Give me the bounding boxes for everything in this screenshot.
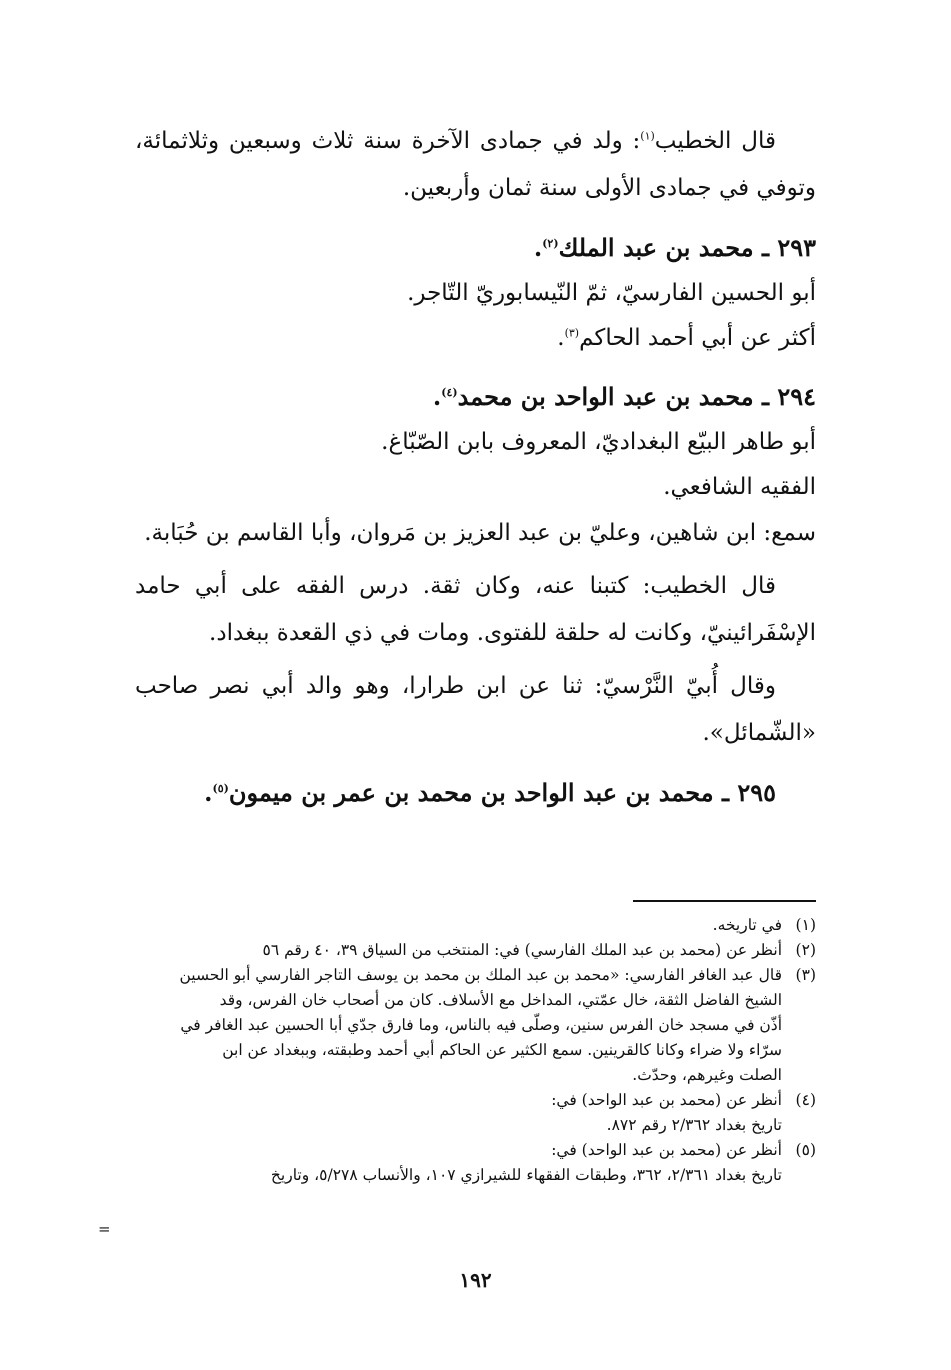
entry-293 — [135, 224, 816, 361]
footnote-2 — [135, 938, 816, 963]
footnotes — [135, 913, 816, 1188]
footnote-line: أنظر عن (محمد بن عبد الواحد) في: — [551, 1091, 782, 1109]
entry-madhhab-line: الفقيه الشافعي. — [663, 474, 816, 500]
heading-period: . — [432, 382, 442, 411]
paragraph-khatib-birth-death — [135, 118, 816, 212]
footnote-number: (٤) — [795, 1091, 816, 1109]
footnote-1 — [135, 913, 816, 938]
entry-heading — [135, 769, 816, 816]
footnote-ref-5[interactable]: (٥) — [212, 782, 229, 795]
heading-period: . — [204, 778, 213, 807]
narration-text: أكثر عن أبي أحمد الحاكم — [579, 325, 816, 351]
footnote-line: الشيخ الفاضل الثقة، خال عمّتي، المداخل مع الأسلاف. كان من أصحاب خان الفرس، وقد — [219, 991, 782, 1009]
footnote-body — [135, 1088, 782, 1138]
footnote-ref-4[interactable]: (٤) — [441, 386, 458, 399]
footnote-line: أنظر عن (محمد بن عبد الملك الفارسي) في: المنتخب من السياق ٣٩، ٤٠ رقم ٥٦ — [262, 941, 782, 959]
footnote-3 — [135, 963, 816, 1088]
entry-kunya-line: أبو الحسين الفارسيّ، ثمّ النّيسابوريّ التّاجر. — [407, 280, 816, 306]
footnote-number: (٢) — [795, 941, 816, 959]
footnote-line: في تاريخه. — [712, 916, 782, 934]
footnote-line: أنظر عن (محمد بن عبد الواحد) في: — [551, 1141, 782, 1159]
footnote-5 — [135, 1138, 816, 1188]
entry-heading — [135, 373, 816, 420]
paragraph-khatib-thiqa: قال الخطيب: كتبنا عنه، وكان ثقة. درس الفقه على أبي حامد الإسْفَرائينيّ، وكانت له حلقة للفتوى. ومات في ذي القعدة ببغداد. — [135, 573, 816, 646]
footnote-line: سرّاء ولا ضراء وكانا كالقرينين. سمع الكثير عن الحاكم أبي أحمد وطبقته، وببغداد عن ابن — [222, 1041, 782, 1059]
paragraph-text-end: : ولد في جمادى الآخرة سنة ثلاث وسبعين وثلاثمائة، وتوفي في جمادى الأولى سنة ثمان وأربعين. — [135, 128, 816, 201]
footnote-body — [135, 938, 782, 963]
continuation-mark: = — [98, 1220, 111, 1238]
entry-294 — [135, 373, 816, 757]
footnote-number: (٣) — [795, 966, 816, 984]
footnote-separator — [633, 900, 816, 902]
entry-heading-text: ٢٩٣ ـ محمد بن عبد الملك — [558, 233, 816, 262]
page-number: ١٩٢ — [459, 1268, 492, 1292]
footnote-ref-3[interactable]: (٣) — [564, 326, 580, 340]
footnote-number: (٥) — [795, 1141, 816, 1159]
main-text — [135, 118, 816, 816]
paragraph-text-start: قال الخطيب — [654, 128, 776, 154]
footnote-ref-2[interactable]: (٢) — [542, 237, 559, 250]
footnote-number: (١) — [795, 916, 816, 934]
entry-heading-text: ٢٩٥ ـ محمد بن عبد الواحد بن محمد بن عمر بن ميمون — [228, 778, 776, 807]
footnote-body — [135, 963, 782, 1088]
footnote-body — [135, 1138, 782, 1188]
footnote-line: الصلت وغيرهم، وحدّث. — [632, 1066, 782, 1084]
footnote-4 — [135, 1088, 816, 1138]
footnote-line: تاريخ بغداد ٢/٣٦١، ٣٦٢، وطبقات الفقهاء للشيرازي ١٠٧، والأنساب ٥/٢٧٨، وتاريخ — [270, 1166, 782, 1184]
entry-295 — [135, 769, 816, 816]
paragraph-narsi: وقال أُبيّ النَّرْسيّ: ثنا عن ابن طرارا، وهو والد أبي نصر صاحب «الشّمائل». — [135, 673, 816, 746]
paragraph-sami: سمع: ابن شاهين، وعليّ بن عبد العزيز بن مَروان، وأبا القاسم بن حُبَابة. — [144, 520, 816, 546]
entry-heading — [135, 224, 816, 271]
heading-period: . — [533, 233, 543, 262]
entry-narration-line — [135, 316, 816, 361]
footnote-ref-1[interactable]: (١) — [640, 129, 655, 143]
footnote-body — [135, 913, 782, 938]
entry-heading-text: ٢٩٤ ـ محمد بن عبد الواحد بن محمد — [457, 382, 816, 411]
footnote-line: أذّن في مسجد خان الفرس سنين، وصلّى فيه بالناس، وما فارق جدّي أبا الحسين عبد الغافر في — [180, 1016, 782, 1034]
narration-period: . — [557, 325, 565, 351]
entry-kunya-line: أبو طاهر البيّع البغداديّ، المعروف بابن الصّبّاغ. — [381, 429, 816, 455]
footnote-line: تاريخ بغداد ٢/٣٦٢ رقم ٨٧٢. — [606, 1116, 782, 1134]
footnote-line: قال عبد الغافر الفارسي: «محمد بن عبد الملك بن محمد بن يوسف التاجر الفارسي أبو الحسين — [179, 966, 782, 984]
